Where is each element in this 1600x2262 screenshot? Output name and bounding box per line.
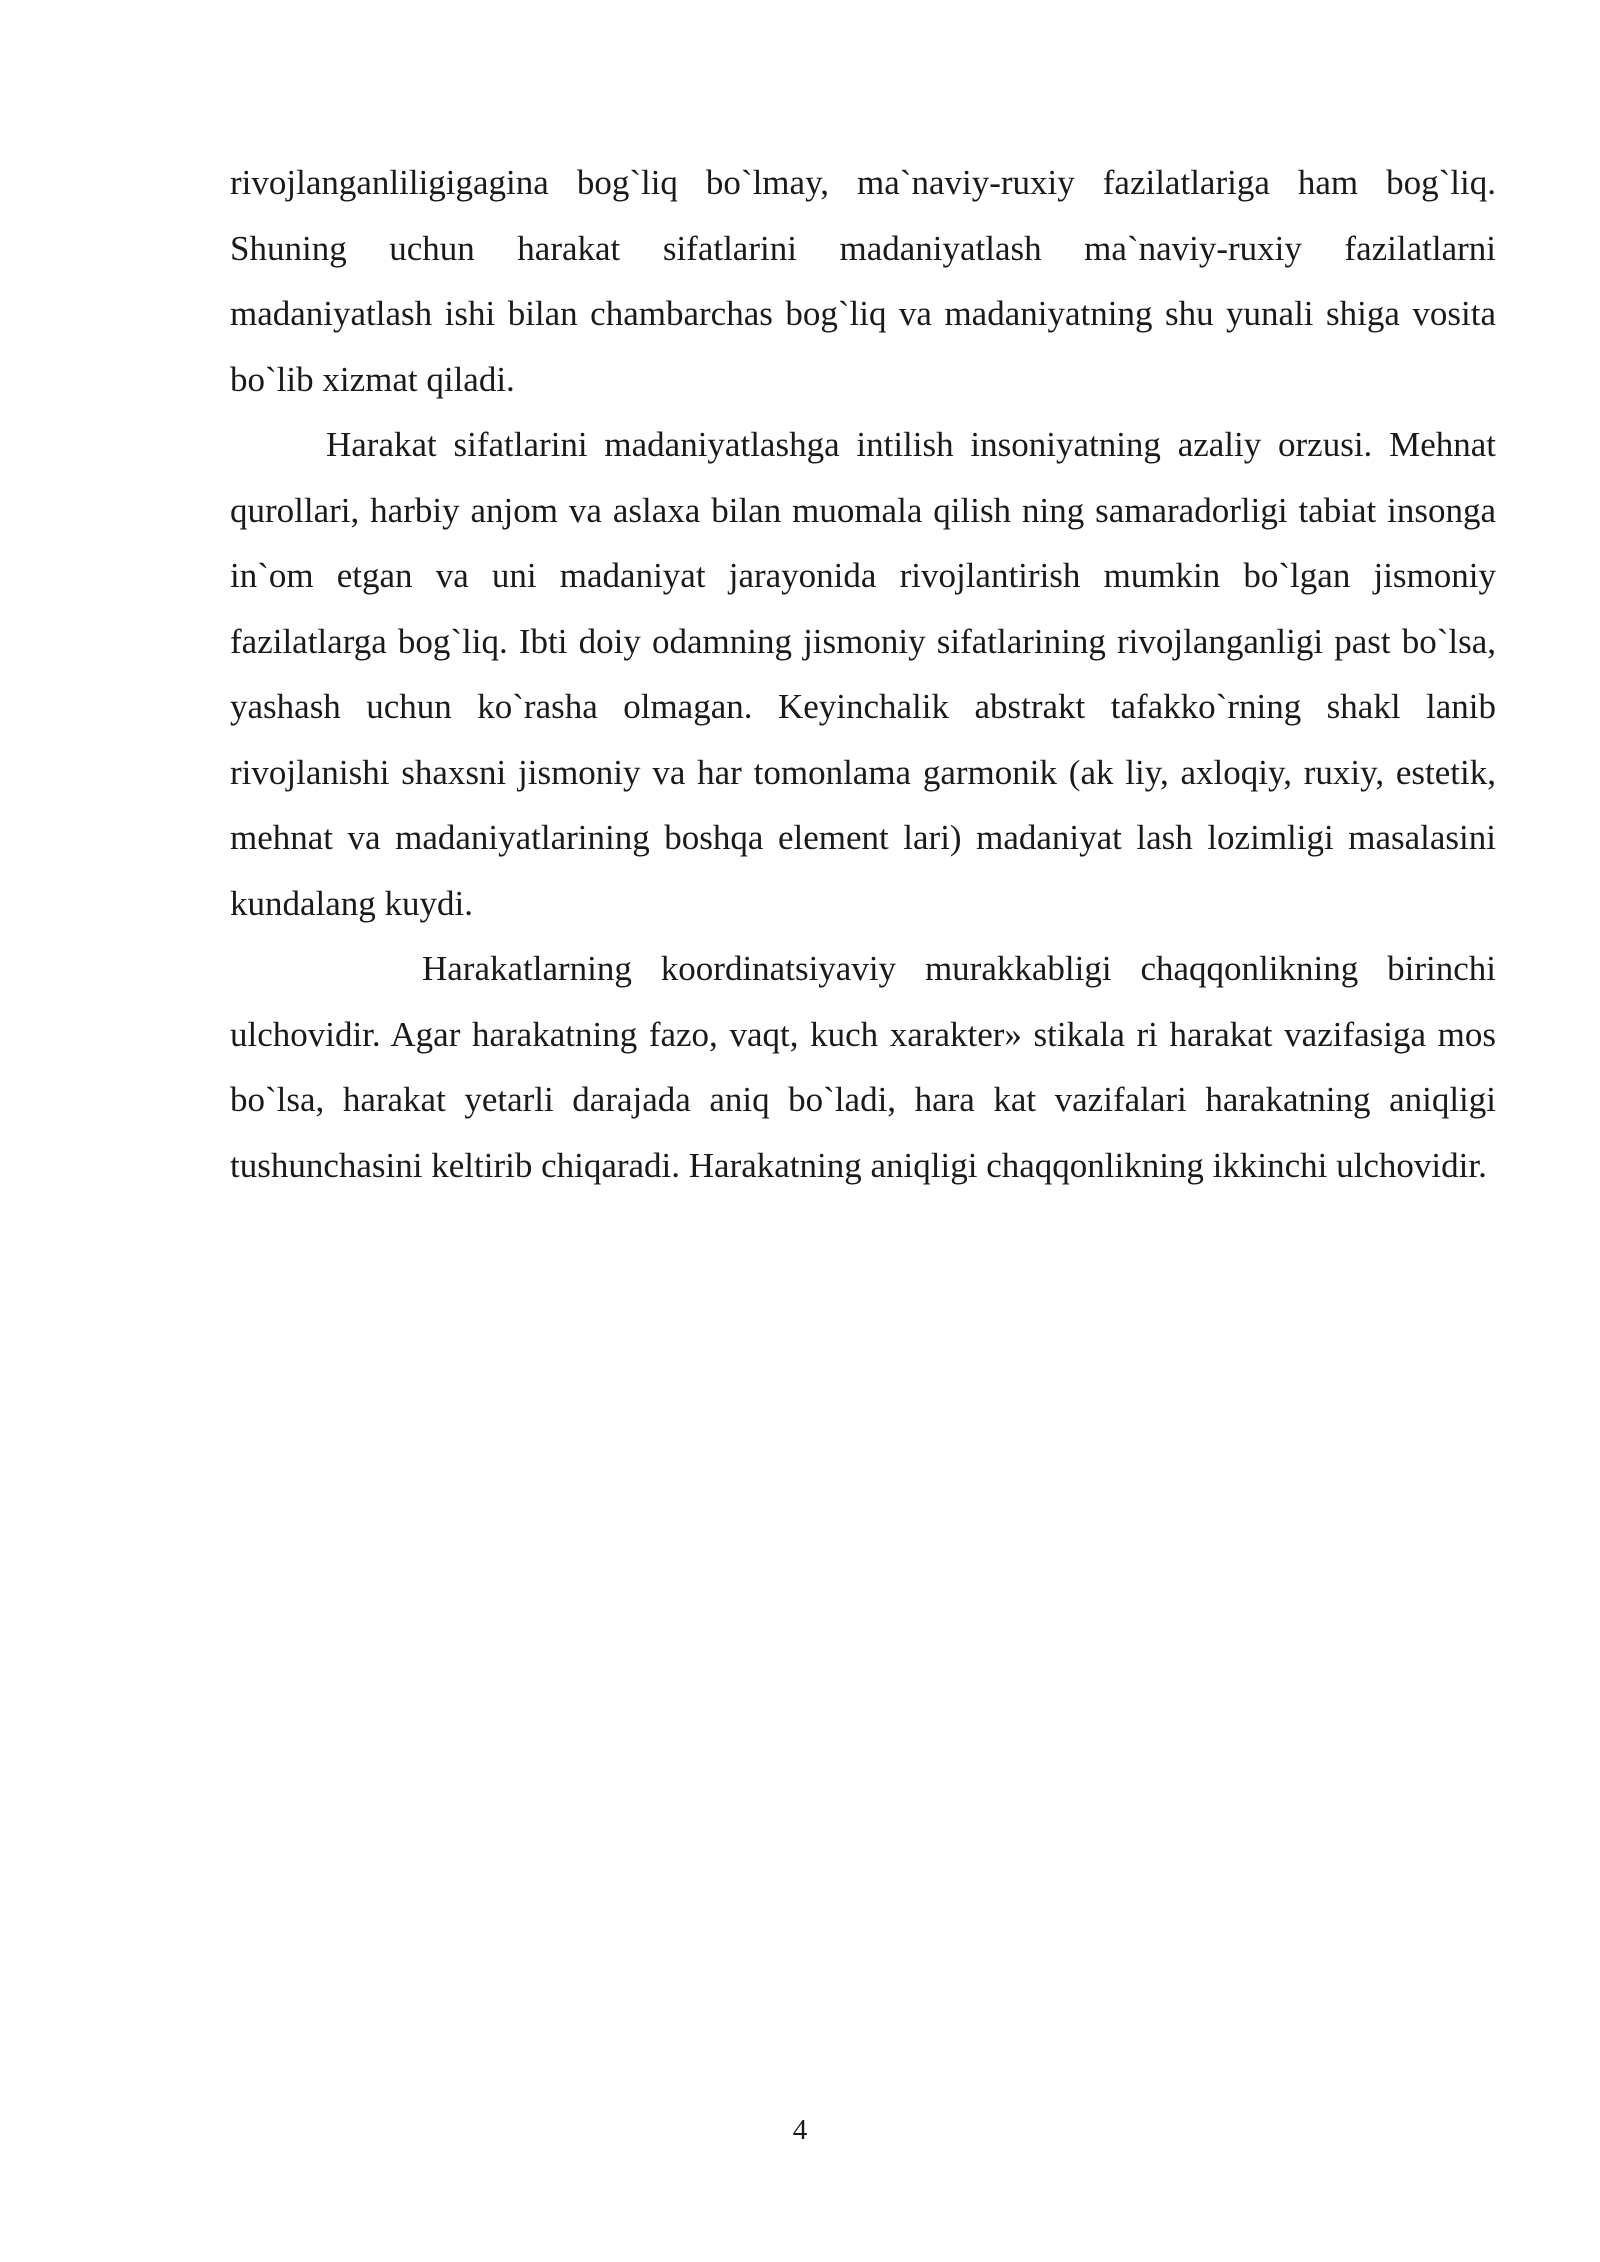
- paragraph-1: rivojlanganliligigagina bog`liq bo`lmay, ma`naviy-ruxiy fazilatlariga ham bog`liq. Shuning uchun harakat sifatlarini madaniyatlash ma`naviy-ruxiy fazilatlarni madaniyatlash ishi bilan chambarchas bog`liq va madaniyatning shu yunali shiga vosita bo`lib xizmat qiladi.: [230, 163, 1496, 399]
- paragraph-3: Harakatlarning koordinatsiyaviy murakkabligi chaqqonlikning birinchi ulchovidir. Agar harakatning fazo, vaqt, kuch xarakter» stikala ri harakat vazifasiga mos bo`lsa, harakat yetarli darajada aniq bo`ladi, hara kat vazifalari harakatning aniqligi tushunchasini keltirib chiqaradi. Harakatning aniqligi chaqqonlikning ikkinchi ulchovidir.: [230, 949, 1496, 1185]
- paragraph-2: Harakat sifatlarini madaniyatlashga intilish insoniyatning azaliy orzusi. Mehnat qurollari, harbiy anjom va aslaxa bilan muomala qilish ning samaradorligi tabiat insonga in`om etgan va uni madaniyat jarayonida rivojlantirish mumkin bo`lgan jismoniy fazilatlarga bog`liq. Ibti doiy odamning jismoniy sifatlarining rivojlanganligi past bo`lsa, yashash uchun ko`rasha olmagan. Keyinchalik abstrakt tafakko`rning shakl lanib rivojlanishi shaxsni jismoniy va har tomonlama garmonik (ak liy, axloqiy, ruxiy, estetik, mehnat va madaniyatlarining boshqa element lari) madaniyat lash lozimligi masalasini kundalang kuydi.: [230, 425, 1496, 923]
- page-number: 4: [792, 2114, 808, 2146]
- document-body: [230, 150, 1496, 1198]
